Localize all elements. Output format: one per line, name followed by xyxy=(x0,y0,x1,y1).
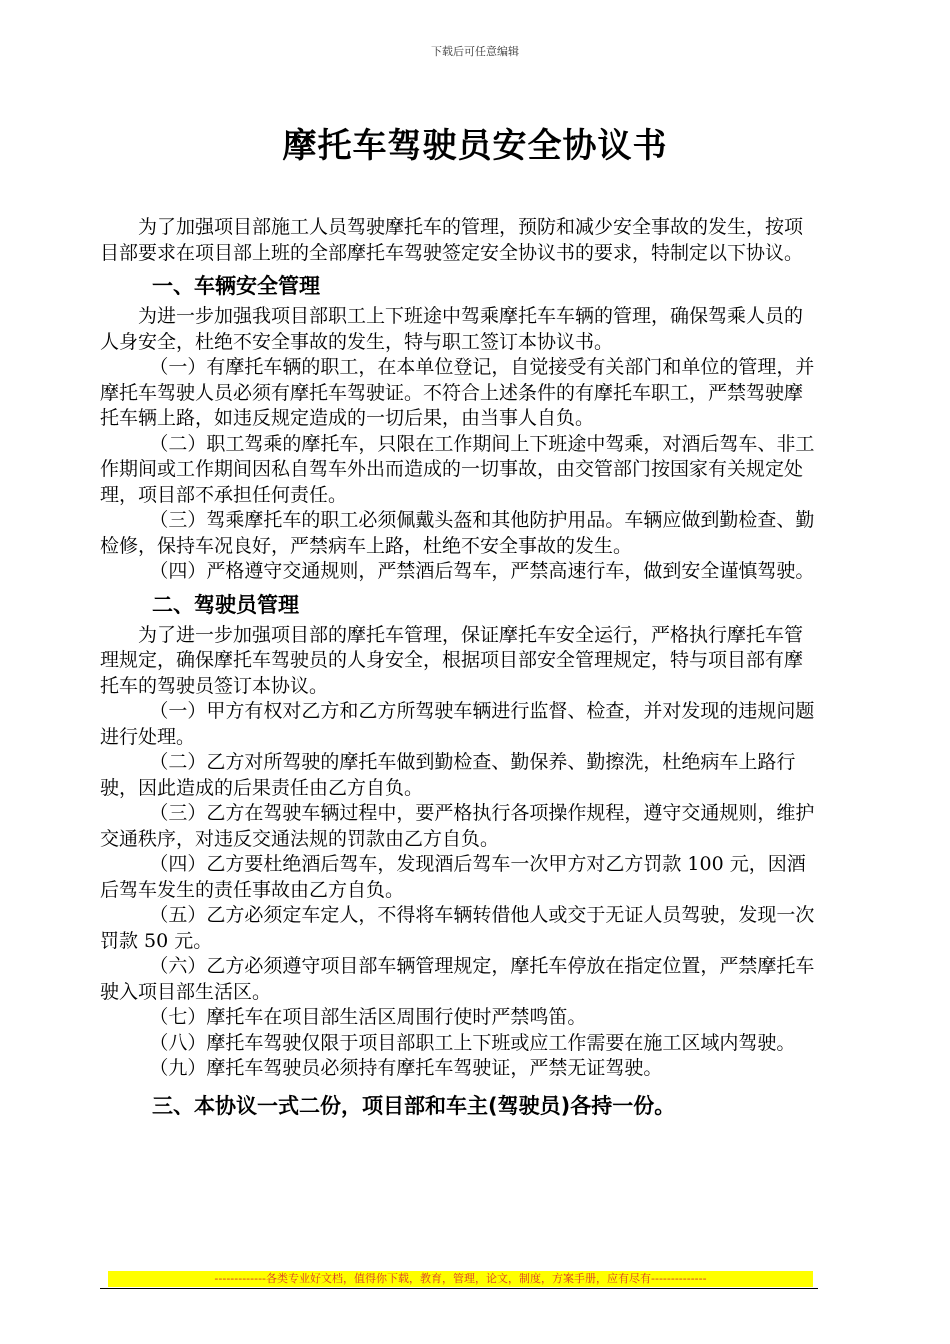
section-lead-vehicle: 为进一步加强我项目部职工上下班途中驾乘摩托车车辆的管理，确保驾乘人员的人身安全，杜绝不安全事故的发生，特与职工签订本协议书。 xyxy=(100,305,804,353)
document-body xyxy=(100,215,818,1124)
section-lead-driver: 为了进一步加强项目部的摩托车管理，保证摩托车安全运行，严格执行摩托车管理规定，确保摩托车驾驶员的人身安全，根据项目部安全管理规定，特与项目部有摩托车的驾驶员签订本协议。 xyxy=(100,623,804,697)
clause-item: （七）摩托车在项目部生活区周围行使时严禁鸣笛。 xyxy=(149,1006,587,1028)
section-heading-vehicle: 一、车辆安全管理 xyxy=(152,274,320,298)
clause-item: （二）乙方对所驾驶的摩托车做到勤检查、勤保养、勤擦洗，杜绝病车上路行驶，因此造成的后果责任由乙方自负。 xyxy=(100,751,796,799)
clause-item: （三）乙方在驾驶车辆过程中，要严格执行各项操作规程，遵守交通规则，维护交通秩序，对违反交通法规的罚款由乙方自负。 xyxy=(100,802,815,850)
footer-divider xyxy=(100,1288,818,1289)
clause-item: （四）乙方要杜绝酒后驾车，发现酒后驾车一次甲方对乙方罚款 100 元，因酒后驾车发生的责任事故由乙方自负。 xyxy=(100,853,806,901)
clause-item: （五）乙方必须定车定人，不得将车辆转借他人或交于无证人员驾驶，发现一次罚款 50 元。 xyxy=(100,904,815,952)
header-note: 下载后可任意编辑 xyxy=(431,45,519,58)
clause-item: （三）驾乘摩托车的职工必须佩戴头盔和其他防护用品。车辆应做到勤检查、勤检修，保持车况良好，严禁病车上路，杜绝不安全事故的发生。 xyxy=(100,509,815,557)
clause-item: （九）摩托车驾驶员必须持有摩托车驾驶证，严禁无证驾驶。 xyxy=(149,1057,663,1079)
section-heading-driver: 二、驾驶员管理 xyxy=(152,592,299,617)
clause-item: （二）职工驾乘的摩托车，只限在工作期间上下班途中驾乘，对酒后驾车、非工作期间或工作期间因私自驾车外出而造成的一切事故，由交管部门按国家有关规定处理，项目部不承担任何责任。 xyxy=(100,432,815,506)
clause-item: （一）有摩托车辆的职工，在本单位登记，自觉接受有关部门和单位的管理，并摩托车驾驶人员必须有摩托车驾驶证。不符合上述条件的有摩托车职工，严禁驾驶摩托车辆上路，如违反规定造成的一切后果，由当事人自负。 xyxy=(100,356,815,429)
clause-item: （六）乙方必须遵守项目部车辆管理规定，摩托车停放在指定位置，严禁摩托车驶入项目部生活区。 xyxy=(100,955,815,1003)
footer-banner: -------------各类专业好文档，值得你下载，教育，管理，论文，制度，方案手册，应有尽有-------------- xyxy=(108,1271,813,1287)
clause-item: （四）严格遵守交通规则，严禁酒后驾车，严禁高速行车，做到安全谨慎驾驶。 xyxy=(149,560,815,582)
clause-item: （八）摩托车驾驶仅限于项目部职工上下班或应工作需要在施工区域内驾驶。 xyxy=(149,1031,796,1054)
closing-heading: 三、本协议一式二份，项目部和车主(驾驶员)各持一份。 xyxy=(152,1093,676,1118)
intro-paragraph: 为了加强项目部施工人员驾驶摩托车的管理，预防和减少安全事故的发生，按项目部要求在项目部上班的全部摩托车驾驶签定安全协议书的要求，特制定以下协议。 xyxy=(100,216,804,264)
document-title: 摩托车驾驶员安全协议书 xyxy=(282,126,668,166)
clause-item: （一）甲方有权对乙方和乙方所驾驶车辆进行监督、检查，并对发现的违规问题进行处理。 xyxy=(100,700,815,748)
